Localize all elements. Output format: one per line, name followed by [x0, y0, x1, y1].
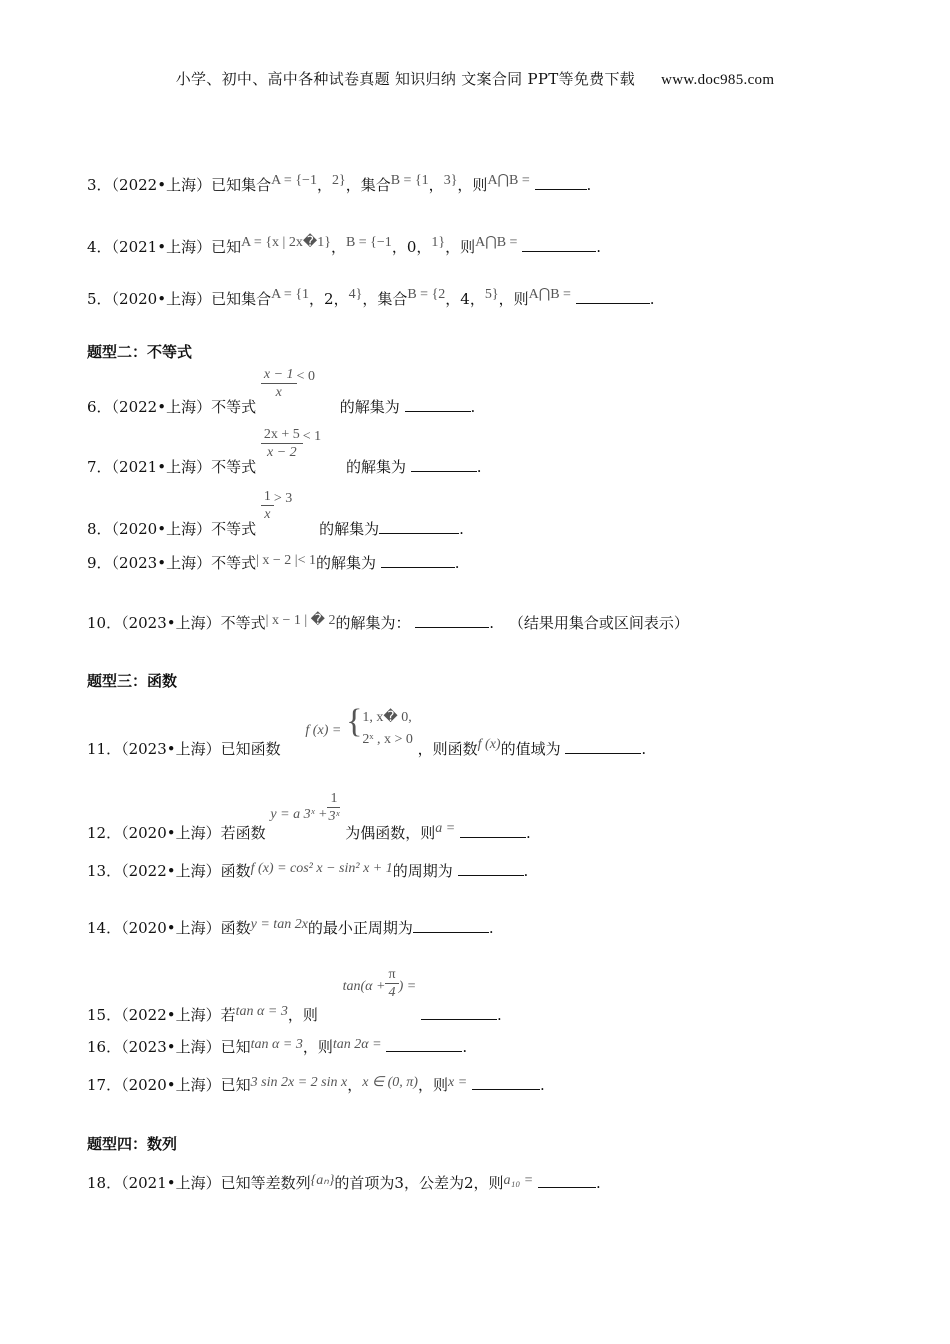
- question-text: 不等式: [220, 614, 266, 632]
- period: .: [596, 238, 601, 256]
- question-number: 15．: [87, 1005, 122, 1024]
- question-text: 已知集合: [211, 176, 272, 194]
- question-source: （2020•上海）: [111, 290, 212, 308]
- math-expr: A⋂B =: [528, 287, 571, 302]
- question-source: （2021•上海）: [121, 1174, 221, 1192]
- math-expr: tan 2α =: [332, 1037, 382, 1052]
- question-text: 函数: [220, 862, 251, 880]
- question-text: 不等式: [211, 397, 257, 416]
- math-expr: 3}: [443, 173, 458, 188]
- question-text: ，0，: [391, 238, 432, 256]
- math-expr: ) =: [398, 978, 417, 994]
- question-source: （2022•上海）: [111, 176, 212, 194]
- fraction: [261, 426, 303, 461]
- denominator: x: [264, 507, 271, 522]
- question-source: （2020•上海）: [121, 1076, 221, 1094]
- numerator: π: [385, 966, 398, 984]
- math-expr: 1}: [431, 235, 446, 250]
- question-source: （2023•上海）: [121, 740, 221, 758]
- math-expr: > 3: [273, 490, 293, 506]
- period: .: [649, 290, 655, 308]
- question-text: ，则: [445, 238, 476, 256]
- question-number: 11．: [87, 740, 122, 758]
- math-expr: A⋂B =: [475, 235, 518, 250]
- math-expr: tan(α +: [342, 978, 386, 994]
- question-text: 不等式: [211, 519, 257, 538]
- question-number: 7．: [87, 457, 112, 476]
- math-expr: f (x) = cos² x − sin² x + 1: [250, 861, 393, 876]
- question-text: 若: [220, 1005, 236, 1024]
- question-13: [87, 860, 528, 881]
- question-source: （2020•上海）: [121, 823, 221, 842]
- question-number: 8．: [87, 519, 112, 538]
- math-expr: B = {1: [390, 173, 429, 188]
- question-3: [87, 174, 591, 195]
- question-source: （2020•上海）: [121, 919, 221, 937]
- question-text: 不等式: [211, 554, 257, 572]
- question-text: 的解集为：: [335, 614, 411, 632]
- case-2: 2ˣ , x > 0: [362, 732, 413, 747]
- fraction: [261, 488, 274, 523]
- question-text: 为偶函数，则: [345, 823, 436, 842]
- question-source: （2022•上海）: [121, 1005, 221, 1024]
- question-number: 18．: [87, 1174, 122, 1192]
- question-text: ，: [428, 176, 444, 194]
- answer-blank[interactable]: [413, 918, 489, 933]
- answer-blank[interactable]: [522, 237, 596, 252]
- question-15: [87, 967, 502, 1024]
- question-text: 的最小正周期为: [307, 919, 413, 937]
- math-expr: A = {−1: [271, 173, 317, 188]
- math-expr: a =: [435, 820, 456, 836]
- period: .: [454, 554, 460, 572]
- math-expr: a₁₀ =: [503, 1173, 534, 1188]
- question-number: 16．: [87, 1038, 122, 1056]
- question-text: ，则: [498, 290, 529, 308]
- question-text: 的解集为: [339, 397, 400, 416]
- math-expr: f (x): [477, 737, 501, 752]
- answer-blank[interactable]: [460, 823, 526, 838]
- header-text: 小学、初中、高中各种试卷真题 知识归纳 文案合同 PPT等免费下载: [175, 70, 636, 88]
- question-source: （2020•上海）: [111, 519, 212, 538]
- question-number: 6．: [87, 397, 112, 416]
- math-expr: B = {−1: [345, 235, 392, 250]
- question-text: ，则: [457, 176, 488, 194]
- question-number: 10．: [87, 614, 122, 632]
- question-source: （2023•上海）: [111, 554, 212, 572]
- section-heading-inequality: 题型二：不等式: [87, 343, 193, 361]
- question-text: ，集合: [345, 176, 391, 194]
- math-expr: 3 sin 2x = 2 sin x: [250, 1075, 348, 1090]
- math-expr: 4}: [348, 287, 363, 302]
- question-text: 的首项为3，公差为2，则: [334, 1174, 504, 1192]
- answer-blank[interactable]: [405, 397, 471, 412]
- question-text: 已知集合: [211, 290, 272, 308]
- question-text: ，集合: [362, 290, 408, 308]
- math-expr: 2}: [331, 173, 346, 188]
- period: .: [459, 519, 464, 538]
- question-text: 已知: [220, 1038, 251, 1056]
- question-number: 4．: [87, 238, 112, 256]
- denominator: x − 2: [266, 445, 297, 460]
- denominator: 3ˣ: [328, 809, 340, 824]
- period: .: [488, 919, 494, 937]
- period: .: [526, 823, 531, 842]
- math-expr: 5}: [484, 287, 499, 302]
- math-expr: x ∈ (0, π): [362, 1075, 418, 1090]
- fraction: [327, 790, 340, 825]
- piecewise: [346, 702, 413, 750]
- question-text: ，4，: [445, 290, 485, 308]
- question-text: 已知等差数列: [220, 1174, 311, 1192]
- math-expr: y = a 3ˣ +: [270, 806, 328, 822]
- math-expr: tan α = 3: [235, 1003, 288, 1019]
- question-number: 3．: [87, 176, 112, 194]
- question-8: [87, 488, 464, 538]
- question-5: [87, 288, 654, 309]
- question-text: ，: [347, 1076, 363, 1094]
- question-7: [87, 426, 482, 476]
- period: .: [462, 1038, 468, 1056]
- period: .: [595, 1174, 601, 1192]
- period: .: [476, 457, 482, 476]
- fraction: [385, 966, 398, 1001]
- question-16: [87, 1036, 467, 1057]
- question-6: [87, 366, 476, 416]
- question-text: 若函数: [220, 823, 266, 842]
- period: .: [523, 862, 529, 880]
- math-expr: tan α = 3: [250, 1037, 303, 1052]
- question-text: 已知: [220, 1076, 251, 1094]
- period: .: [496, 1005, 502, 1024]
- numerator: x − 1: [261, 366, 297, 384]
- math-expr: x =: [447, 1075, 468, 1090]
- math-expr: < 0: [296, 368, 315, 384]
- question-source: （2021•上海）: [111, 238, 212, 256]
- case-1: 1, x� 0,: [362, 710, 412, 725]
- math-expr: A = {1: [271, 287, 310, 302]
- question-text: 函数: [220, 919, 251, 937]
- math-expr: y = tan 2x: [250, 917, 308, 932]
- question-10: [87, 612, 689, 633]
- answer-blank[interactable]: [386, 1037, 462, 1052]
- question-number: 12．: [87, 823, 122, 842]
- period: .: [489, 614, 495, 632]
- numerator: 2x + 5: [261, 426, 303, 444]
- denominator: x: [275, 385, 282, 400]
- numerator: 1: [327, 790, 340, 808]
- header-site-link[interactable]: www.doc985.com: [661, 72, 775, 88]
- question-18: [87, 1172, 601, 1193]
- denominator: 4: [388, 985, 396, 1000]
- math-expr: < 1: [302, 428, 322, 444]
- math-expr: A = {x | 2x�1}: [241, 235, 331, 250]
- brace: {: [346, 703, 363, 740]
- question-text: ，: [316, 176, 332, 194]
- period: .: [586, 176, 592, 194]
- question-11: [87, 700, 647, 758]
- question-source: （2023•上海）: [121, 1038, 221, 1056]
- question-number: 17．: [87, 1076, 122, 1094]
- question-text: 不等式: [211, 457, 257, 476]
- question-text: 已知函数: [220, 740, 281, 758]
- answer-blank[interactable]: [472, 1075, 540, 1090]
- question-text: 的周期为: [392, 862, 453, 880]
- fraction: [261, 366, 297, 401]
- answer-blank[interactable]: [379, 519, 459, 534]
- numerator: 1: [261, 488, 274, 506]
- question-text: 的值域为: [500, 740, 561, 758]
- period: .: [539, 1076, 545, 1094]
- question-text: ，: [330, 238, 346, 256]
- question-number: 9．: [87, 554, 112, 572]
- section-heading-function: 题型三：函数: [87, 672, 178, 690]
- question-text: ，则: [417, 1076, 448, 1094]
- question-source: （2022•上海）: [121, 862, 221, 880]
- question-number: 5．: [87, 290, 112, 308]
- question-text: ，则函数: [417, 740, 478, 758]
- question-14: [87, 917, 494, 938]
- question-note: （结果用集合或区间表示）: [508, 614, 689, 632]
- page-header: [0, 68, 950, 89]
- answer-blank[interactable]: [535, 175, 587, 190]
- question-text: ，则: [287, 1005, 318, 1024]
- answer-blank[interactable]: [381, 553, 455, 568]
- answer-blank[interactable]: [538, 1173, 596, 1188]
- question-number: 13．: [87, 862, 122, 880]
- answer-blank[interactable]: [576, 289, 650, 304]
- math-expr: {aₙ}: [310, 1173, 335, 1188]
- math-expr: A⋂B =: [487, 173, 530, 188]
- question-text: 的解集为: [319, 519, 380, 538]
- question-4: [87, 236, 601, 257]
- answer-blank[interactable]: [411, 457, 477, 472]
- math-expr: B = {2: [407, 287, 446, 302]
- question-text: 已知: [211, 238, 242, 256]
- question-12: [87, 790, 531, 842]
- question-text: 的解集为: [316, 554, 377, 572]
- section-heading-sequence: 题型四：数列: [87, 1135, 178, 1153]
- question-source: （2023•上海）: [121, 614, 221, 632]
- math-expr: | x − 2 |< 1: [256, 553, 316, 568]
- period: .: [470, 397, 476, 416]
- answer-blank[interactable]: [458, 861, 524, 876]
- question-text: ，2，: [309, 290, 349, 308]
- question-9: [87, 552, 460, 573]
- question-text: 的解集为: [345, 457, 406, 476]
- question-text: ，则: [302, 1038, 333, 1056]
- question-source: （2021•上海）: [111, 457, 212, 476]
- question-number: 14．: [87, 919, 122, 937]
- math-expr: f (x) =: [305, 723, 342, 738]
- question-17: [87, 1074, 545, 1095]
- math-expr: | x − 1 | � 2: [265, 613, 336, 628]
- answer-blank[interactable]: [565, 739, 641, 754]
- period: .: [641, 740, 647, 758]
- question-source: （2022•上海）: [111, 397, 212, 416]
- answer-blank[interactable]: [421, 1005, 497, 1020]
- answer-blank[interactable]: [415, 613, 489, 628]
